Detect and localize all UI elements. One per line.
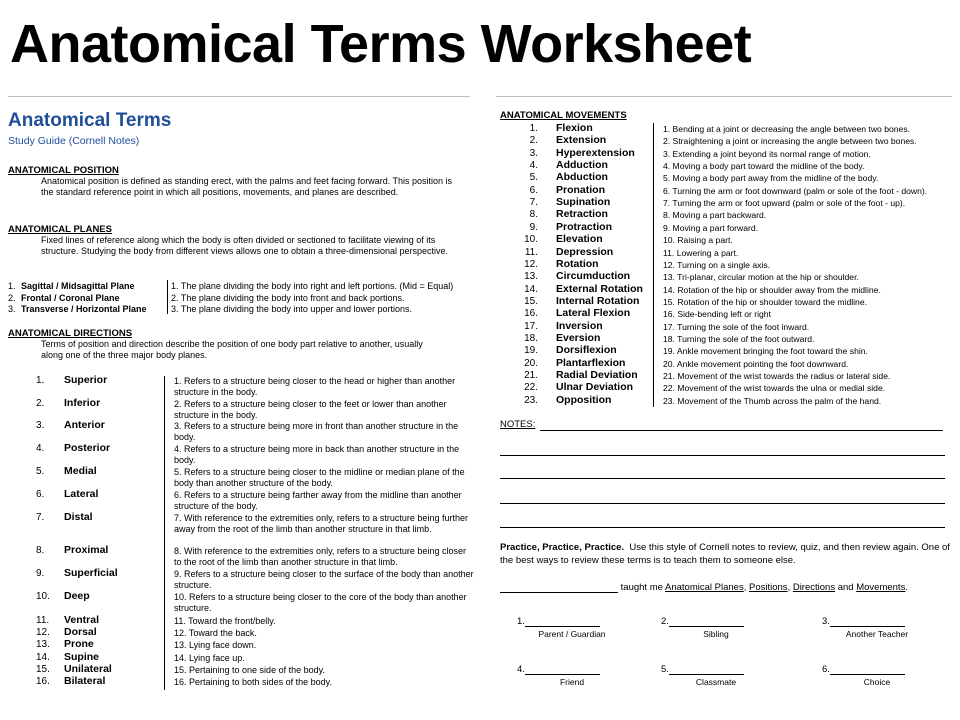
- page-title: Anatomical Terms Worksheet: [10, 14, 752, 74]
- direction-number: 2.: [36, 398, 45, 409]
- movement-definition: 19. Ankle movement bringing the foot toward the shin.: [663, 346, 868, 357]
- plane-number: 2.: [8, 292, 16, 303]
- planes-divider: [167, 280, 168, 314]
- direction-term: Superficial: [64, 567, 118, 579]
- study-guide-subtitle: Study Guide (Cornell Notes): [8, 135, 140, 147]
- movement-term: Depression: [556, 245, 614, 258]
- direction-definition: 7. With reference to the extremities only, refers to a structure being further away from the root of the limb than another structure in that limb.: [174, 513, 468, 534]
- teacher-slot: [661, 664, 771, 687]
- movement-term: Flexion: [556, 122, 593, 134]
- taught-prefix: taught me: [620, 582, 663, 593]
- direction-definition: 14. Lying face up.: [174, 653, 245, 663]
- directions-description: Terms of position and direction describe the position of one body part relative to another, usually along one of the three major body planes.: [41, 339, 423, 360]
- direction-definition: 1. Refers to a structure being closer to the head or higher than another structure in the body.: [174, 376, 456, 397]
- notes-line[interactable]: [500, 455, 945, 456]
- direction-number: 13.: [36, 639, 50, 650]
- movement-number: 14.: [524, 283, 538, 295]
- direction-number: 15.: [36, 664, 50, 675]
- movement-definition: 20. Ankle movement pointing the foot downward.: [663, 358, 849, 369]
- movement-term: Radial Deviation: [556, 369, 638, 381]
- movements-panel: [500, 96, 952, 696]
- practice-heading: Practice, Practice, Practice.: [500, 542, 625, 553]
- teacher-name-blank[interactable]: [830, 664, 905, 675]
- directions-divider: [164, 376, 165, 690]
- direction-definition: 2. Refers to a structure being closer to the feet or lower than another structure in the body.: [174, 399, 447, 420]
- direction-term: Bilateral: [64, 675, 106, 687]
- movement-term: Elevation: [556, 233, 603, 246]
- teacher-slot: [822, 664, 932, 687]
- direction-term: Dorsal: [64, 626, 97, 638]
- direction-definition: 4. Refers to a structure being more in back than another structure in the body.: [174, 444, 460, 465]
- notes-label: NOTES:: [500, 419, 536, 430]
- movement-term: Rotation: [556, 257, 599, 270]
- section-heading-movements: ANATOMICAL MOVEMENTS: [500, 110, 627, 121]
- teacher-slot: [822, 616, 932, 639]
- direction-definition: 3. Refers to a structure being more in front than another structure in the body.: [174, 421, 459, 442]
- movement-term: Internal Rotation: [556, 294, 640, 307]
- direction-term: Supine: [64, 651, 100, 663]
- movement-term: Pronation: [556, 183, 605, 196]
- direction-definition: 6. Refers to a structure being farther away from the midline than another structure of the body.: [174, 490, 462, 511]
- taught-and: and: [837, 582, 854, 593]
- direction-term: Distal: [64, 511, 93, 523]
- plane-term: Transverse / Horizontal Plane: [21, 304, 147, 314]
- movement-number: 6.: [529, 184, 538, 196]
- movement-number: 23.: [524, 394, 538, 406]
- taught-movements: Movements: [856, 582, 906, 593]
- movement-term: Ulnar Deviation: [556, 381, 634, 394]
- plane-definition: 2. The plane dividing the body into front and back portions.: [171, 292, 405, 303]
- notes-line[interactable]: [500, 527, 945, 528]
- practice-text: Use this style of Cornell notes to review, quiz, and then review again. One of the best ways to review these terms is to teach them to someone else.: [500, 542, 950, 566]
- direction-definition: 13. Lying face down.: [174, 640, 257, 650]
- direction-number: 9.: [36, 568, 45, 579]
- direction-number: 12.: [36, 627, 50, 638]
- teacher-number: 3.: [822, 616, 830, 627]
- plane-definition: 1. The plane dividing the body into right and left portions. (Mid = Equal): [171, 281, 454, 291]
- teacher-label: Parent / Guardian: [538, 629, 606, 639]
- direction-term: Inferior: [64, 397, 101, 409]
- movement-definition: 2. Straightening a joint or increasing the angle between two bones.: [663, 136, 917, 147]
- teacher-label: Choice: [863, 677, 891, 687]
- direction-number: 10.: [36, 591, 50, 602]
- teacher-number: 6.: [822, 664, 830, 675]
- movement-term: Plantarflexion: [556, 356, 626, 369]
- movement-term: Abduction: [556, 171, 608, 184]
- movement-term: Extension: [556, 134, 607, 147]
- divider: [496, 96, 952, 97]
- direction-term: Lateral: [64, 488, 99, 500]
- taught-directions: Directions: [792, 582, 836, 593]
- teacher-label: Another Teacher: [845, 629, 909, 639]
- teacher-slot-row: [517, 664, 627, 675]
- movement-number: 15.: [524, 295, 538, 307]
- movements-divider: [653, 123, 654, 407]
- direction-definition: 12. Toward the back.: [174, 628, 257, 638]
- direction-definition: 8. With reference to the extremities only, refers to a structure being closer to the root of the limb than another structure in that limb.: [174, 546, 466, 567]
- direction-number: 3.: [36, 420, 45, 431]
- teacher-slot-row: [517, 616, 627, 627]
- movement-definition: 12. Turning on a single axis.: [663, 259, 771, 270]
- section-heading-planes: ANATOMICAL PLANES: [8, 224, 112, 235]
- movement-definition: 6. Turning the arm or foot downward (palm or sole of the foot - down).: [663, 185, 928, 196]
- movement-definition: 10. Raising a part.: [663, 235, 733, 246]
- movement-number: 20.: [524, 357, 538, 369]
- taught-positions: Positions: [748, 582, 788, 593]
- movement-number: 5.: [529, 172, 538, 184]
- direction-number: 8.: [36, 545, 45, 556]
- divider: [8, 96, 470, 97]
- direction-number: 11.: [36, 615, 50, 626]
- teacher-slot-row: [661, 664, 771, 675]
- movement-number: 22.: [524, 382, 538, 394]
- movement-definition: 21. Movement of the wrist towards the radius or lateral side.: [663, 371, 891, 381]
- movement-number: 4.: [529, 160, 538, 172]
- movement-definition: 7. Turning the arm or foot upward (palm or sole of the foot - up).: [663, 198, 906, 209]
- direction-term: Anterior: [64, 419, 105, 431]
- direction-number: 6.: [36, 489, 45, 500]
- plane-number: 1.: [8, 281, 16, 291]
- movement-number: 12.: [524, 258, 538, 270]
- movement-number: 21.: [524, 370, 538, 381]
- direction-definition: 5. Refers to a structure being closer to the midline or median plane of the body than another structure of the body.: [174, 467, 465, 488]
- direction-definition: 15. Pertaining to one side of the body.: [174, 665, 325, 675]
- movement-definition: 1. Bending at a joint or decreasing the angle between two bones.: [663, 124, 911, 134]
- section-heading-position: ANATOMICAL POSITION: [8, 165, 119, 176]
- teacher-slot-row: [661, 616, 771, 627]
- direction-number: 4.: [36, 443, 45, 454]
- direction-number: 16.: [36, 676, 50, 687]
- teacher-label: Friend: [559, 677, 585, 687]
- teacher-name-blank[interactable]: [525, 664, 600, 675]
- movement-definition: 5. Moving a body part away from the midline of the body.: [663, 173, 879, 184]
- movement-number: 8.: [529, 209, 538, 221]
- movement-definition: 11. Lowering a part.: [663, 247, 739, 258]
- movement-definition: 16. Side-bending left or right: [663, 309, 771, 320]
- position-description: Anatomical position is defined as standing erect, with the palms and feet facing forward. This position is the standard reference point in which all positions, movements, and planes are described.: [41, 176, 453, 197]
- direction-term: Proximal: [64, 544, 109, 556]
- movement-number: 2.: [529, 135, 538, 147]
- movement-definition: 15. Rotation of the hip or shoulder toward the midline.: [663, 296, 867, 307]
- teacher-label: Sibling: [703, 629, 729, 639]
- section-heading-directions: ANATOMICAL DIRECTIONS: [8, 328, 133, 339]
- teacher-slot: [661, 616, 771, 639]
- movement-number: 1.: [529, 123, 538, 134]
- teacher-name-blank[interactable]: [669, 664, 744, 675]
- direction-term: Ventral: [64, 614, 100, 626]
- movement-number: 9.: [529, 221, 538, 233]
- direction-number: 14.: [36, 652, 50, 663]
- plane-definition: 3. The plane dividing the body into upper and lower portions.: [171, 304, 412, 314]
- movement-term: Circumduction: [556, 270, 631, 283]
- direction-term: Posterior: [64, 442, 111, 454]
- movement-number: 7.: [529, 197, 538, 209]
- movement-term: Lateral Flexion: [556, 307, 631, 320]
- movement-definition: 23. Movement of the Thumb across the palm of the hand.: [663, 395, 882, 406]
- notes-line[interactable]: [540, 430, 943, 431]
- teacher-name-blank[interactable]: [525, 616, 600, 627]
- teacher-name-blank[interactable]: [500, 592, 618, 593]
- teacher-slot: [517, 664, 627, 687]
- movement-term: Adduction: [556, 159, 608, 172]
- movement-definition: 9. Moving a part forward.: [663, 222, 759, 233]
- movement-number: 16.: [524, 308, 538, 320]
- teacher-number: 5.: [661, 664, 669, 675]
- direction-term: Prone: [64, 638, 94, 650]
- direction-number: 1.: [36, 375, 45, 386]
- teacher-number: 1.: [517, 616, 525, 627]
- taught-sep: ,: [743, 582, 747, 593]
- teacher-label: Classmate: [695, 677, 737, 687]
- teacher-name-blank[interactable]: [830, 616, 905, 627]
- study-guide-title: Anatomical Terms: [8, 110, 172, 131]
- direction-definition: 9. Refers to a structure being closer to the surface of the body than another structure.: [174, 569, 474, 590]
- planes-description: Fixed lines of reference along which the body is often divided or sectioned to facilitate viewing of its structure. Studying the body from different views allows one to obtain a three-dimensional perspective.: [41, 235, 449, 256]
- direction-number: 5.: [36, 466, 45, 477]
- taught-me-row: [500, 582, 952, 593]
- movement-definition: 18. Turning the sole of the foot outward.: [663, 333, 815, 344]
- movement-definition: 4. Moving a body part toward the midline of the body.: [663, 161, 865, 172]
- movement-definition: 22. Movement of the wrist towards the ulna or medial side.: [663, 383, 886, 394]
- movement-term: Inversion: [556, 319, 603, 332]
- movement-term: Protraction: [556, 220, 613, 233]
- teacher-slot-row: [822, 664, 932, 675]
- teacher-number: 2.: [661, 616, 669, 627]
- direction-term: Unilateral: [64, 663, 112, 675]
- movement-number: 17.: [524, 320, 538, 332]
- direction-definition: 10. Refers to a structure being closer to the core of the body than another structure.: [174, 592, 467, 613]
- direction-definition: 16. Pertaining to both sides of the body.: [174, 677, 332, 687]
- movement-term: Dorsiflexion: [556, 344, 617, 357]
- movement-definition: 3. Extending a joint beyond its normal range of motion.: [663, 148, 871, 159]
- study-guide-panel: [8, 96, 474, 696]
- movement-number: 11.: [524, 246, 538, 258]
- direction-term: Medial: [64, 465, 97, 477]
- movement-term: Eversion: [556, 331, 601, 344]
- taught-planes: Anatomical Planes: [665, 582, 744, 593]
- direction-number: 7.: [36, 512, 45, 523]
- movement-term: Hyperextension: [556, 146, 635, 159]
- teacher-slot-row: [822, 616, 932, 627]
- movement-definition: 14. Rotation of the hip or shoulder away from the midline.: [663, 284, 881, 295]
- teacher-number: 4.: [517, 664, 525, 675]
- movement-term: Supination: [556, 196, 611, 209]
- movement-number: 19.: [524, 345, 538, 357]
- notes-line[interactable]: [500, 503, 945, 504]
- movement-definition: 17. Turning the sole of the foot inward.: [663, 321, 810, 332]
- notes-line[interactable]: [500, 478, 945, 479]
- direction-term: Deep: [64, 590, 90, 602]
- direction-definition: 11. Toward the front/belly.: [174, 616, 276, 626]
- movement-term: Retraction: [556, 208, 608, 221]
- movement-term: External Rotation: [556, 282, 643, 295]
- taught-sep: ,: [787, 582, 791, 593]
- teacher-slot: [517, 616, 627, 639]
- plane-number: 3.: [8, 304, 16, 314]
- plane-term: Sagittal / Midsagittal Plane: [21, 281, 135, 291]
- movement-number: 3.: [529, 147, 538, 159]
- practice-paragraph: [500, 542, 952, 567]
- movement-definition: 8. Moving a part backward.: [663, 210, 767, 221]
- movement-number: 13.: [524, 271, 538, 283]
- movement-term: Opposition: [556, 393, 612, 406]
- movement-number: 10.: [524, 234, 538, 246]
- plane-term: Frontal / Coronal Plane: [21, 292, 120, 303]
- movement-definition: 13. Tri-planar, circular motion at the hip or shoulder.: [663, 272, 859, 283]
- teacher-name-blank[interactable]: [669, 616, 744, 627]
- movement-number: 18.: [524, 332, 538, 344]
- direction-term: Superior: [64, 374, 108, 386]
- taught-end: .: [905, 582, 908, 593]
